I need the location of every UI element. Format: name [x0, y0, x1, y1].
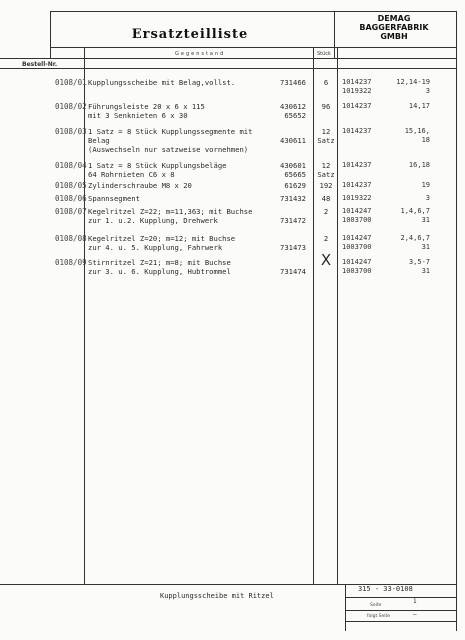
footer-seite-line [345, 610, 457, 611]
row-part-number: 430601 [280, 161, 306, 170]
row-reference: 14,17 [408, 102, 430, 110]
footer-folgt-line [345, 621, 457, 622]
row-description: zur 4. u. 5. Kupplung, Fahrwerk [88, 243, 223, 252]
row-drawing-number: 1003700 [342, 243, 372, 251]
seite-label: Seite [370, 603, 382, 608]
row-quantity-crossed: X [320, 251, 332, 269]
row-reference: 18 [421, 136, 430, 144]
footer-sheet-line [345, 597, 457, 598]
row-reference: 3 [425, 194, 430, 202]
footer-divider [345, 584, 346, 631]
row-position: 0108/04 [55, 161, 87, 170]
row-reference: 16,18 [408, 161, 430, 169]
row-unit: Satz [317, 170, 335, 179]
row-description: zur 3. u. 6. Kupplung, Hubtrommel [88, 267, 231, 276]
folgt-seite-value: – [413, 611, 417, 618]
row-drawing-number: 1003700 [342, 267, 372, 275]
row-position: 0108/01 [55, 78, 87, 87]
folgt-seite-label: folgt Seite [367, 614, 391, 619]
row-description: Stirnritzel Z=21; m=8; mit Buchse [88, 258, 231, 267]
table-header-line [0, 68, 457, 69]
row-part-number: 731466 [280, 78, 306, 87]
row-drawing-number: 1014237 [342, 181, 372, 189]
row-part-number: 61629 [284, 181, 306, 190]
row-drawing-number: 1014237 [342, 127, 372, 135]
col-header-stueck: Stück [317, 51, 331, 57]
row-position: 0108/08 [55, 234, 87, 243]
row-drawing-number: 1014247 [342, 258, 372, 266]
row-part-number: 731473 [280, 243, 306, 252]
col-divider-qty-left [313, 47, 314, 584]
row-description: Führungsleiste 20 x 6 x 115 [88, 102, 205, 111]
row-quantity: 2 [323, 234, 329, 243]
row-drawing-number: 1019322 [342, 87, 372, 95]
row-position: 0108/07 [55, 207, 87, 216]
table-top-line [0, 58, 457, 59]
header-divider [50, 47, 457, 48]
col-header-gegenstand: Gegenstand [175, 51, 226, 57]
row-description: mit 3 Senknieten 6 x 30 [88, 111, 188, 120]
row-part-number: 731432 [280, 194, 306, 203]
frame-top-line [50, 11, 457, 12]
row-drawing-number: 1014247 [342, 207, 372, 215]
row-description: Kupplungsscheibe mit Belag,vollst. [88, 78, 236, 87]
row-quantity: 48 [321, 194, 331, 203]
row-reference: 2,4,6,7 [400, 234, 430, 242]
row-position: 0108/09 [55, 258, 87, 267]
row-description: 1 Satz = 8 Stück Kupplungsbeläge [88, 161, 227, 170]
row-description: Zylinderschraube M8 x 20 [88, 181, 192, 190]
row-description: Kegelritzel Z=22; m=11,363; mit Buchse [88, 207, 253, 216]
row-part-number: 731472 [280, 216, 306, 225]
frame-left-line [50, 11, 51, 58]
sheet-number: 315 - 33-0108 [358, 585, 413, 593]
row-part-number: 430611 [280, 136, 306, 145]
row-reference: 3 [425, 87, 430, 95]
row-quantity: 96 [321, 102, 331, 111]
row-description: zur 1. u.2. Kupplung, Drehwerk [88, 216, 218, 225]
row-description: 1 Satz = 8 Stück Kupplungssegmente mit [88, 127, 253, 136]
footer-caption: Kupplungsscheibe mit Ritzel [160, 592, 274, 600]
seite-value: 1 [413, 598, 417, 605]
row-reference: 3,5-7 [408, 258, 430, 266]
row-part-number: 65665 [284, 170, 306, 179]
row-reference: 31 [421, 267, 430, 275]
row-quantity: 192 [319, 181, 333, 190]
row-reference: 15,16, [404, 127, 430, 135]
row-position: 0108/03 [55, 127, 87, 136]
col-header-bestell: Bestell-Nr. [22, 61, 58, 68]
row-drawing-number: 1003700 [342, 216, 372, 224]
row-quantity: 12 [321, 127, 331, 136]
page-title: Ersatzteilliste [131, 27, 249, 42]
company-brand [334, 14, 454, 41]
row-reference: 12,14-19 [396, 78, 430, 86]
row-part-number: 65652 [284, 111, 306, 120]
row-description: 64 Rohrnieten C6 x 8 [88, 170, 175, 179]
row-description: Belag [88, 136, 110, 145]
row-part-number: 731474 [280, 267, 306, 276]
brand-line-2: BAGGERFABRIK [359, 23, 429, 32]
col-divider-qty-right [337, 47, 338, 584]
brand-line-3: GMBH [380, 32, 408, 41]
row-drawing-number: 1014247 [342, 234, 372, 242]
row-drawing-number: 1014237 [342, 78, 372, 86]
row-description: Spannsegment [88, 194, 140, 203]
row-unit: Satz [317, 136, 335, 145]
row-position: 0108/06 [55, 194, 87, 203]
frame-right-line [456, 11, 457, 631]
row-quantity: 12 [321, 161, 331, 170]
row-quantity: 6 [323, 78, 329, 87]
brand-line-1: DEMAG [377, 14, 411, 23]
row-reference: 19 [421, 181, 430, 189]
row-drawing-number: 1019322 [342, 194, 372, 202]
row-position: 0108/02 [55, 102, 87, 111]
row-drawing-number: 1014237 [342, 102, 372, 110]
row-drawing-number: 1014237 [342, 161, 372, 169]
row-description: Kegelritzel Z=20; m=12; mit Buchse [88, 234, 236, 243]
row-reference: 31 [421, 243, 430, 251]
row-reference: 1,4,6,7 [400, 207, 430, 215]
row-description: (Auswechseln nur satzweise vornehmen) [88, 145, 249, 154]
row-reference: 31 [421, 216, 430, 224]
row-position: 0108/05 [55, 181, 87, 190]
row-part-number: 430612 [280, 102, 306, 111]
row-quantity: 2 [323, 207, 329, 216]
